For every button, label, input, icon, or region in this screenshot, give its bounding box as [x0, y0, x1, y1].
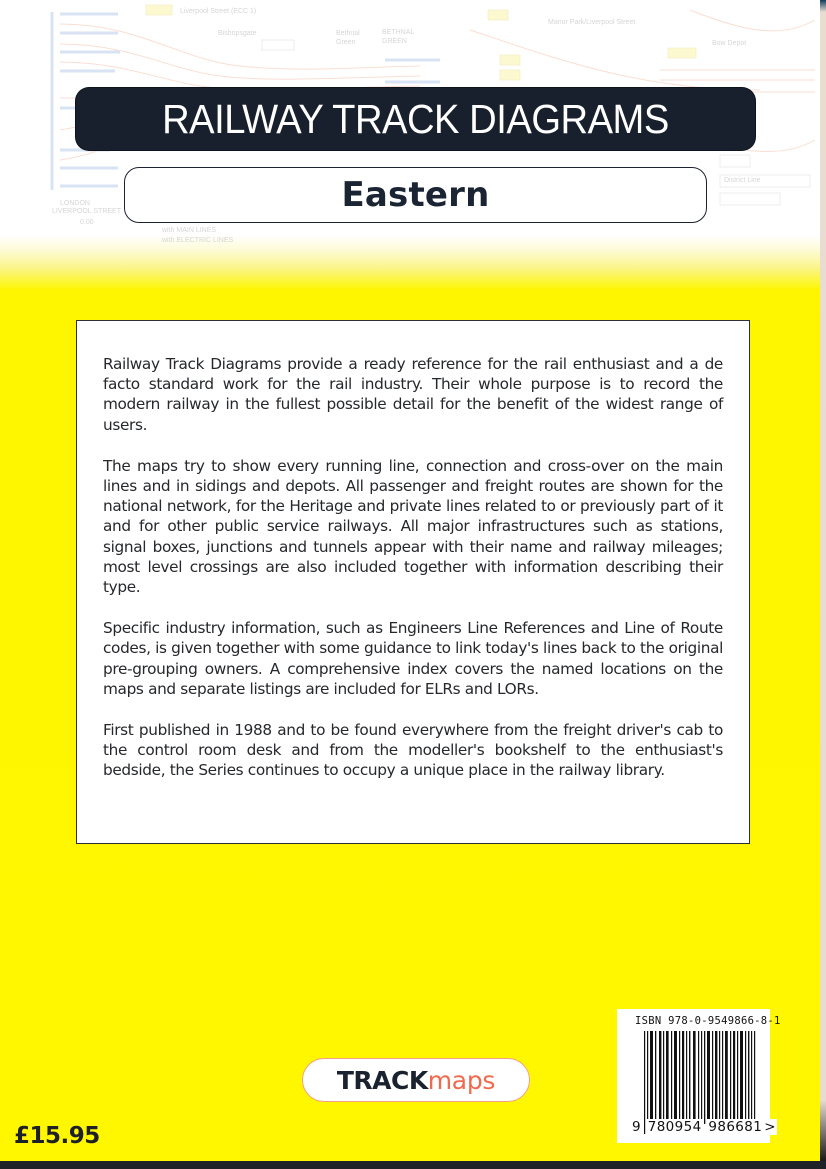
ean-quiet-zone-marker: >: [764, 1119, 776, 1135]
description-paragraph-3: Specific industry information, such as Engineers Line References and Line of Route codes, is given together with some guidance to link today's lines back to the original pre-grouping owners. A comprehensive index covers the named locations on the maps and separate listings are included for ELRs and LORs.: [103, 619, 723, 698]
volume-title-box: [124, 167, 707, 223]
ean-right-group: 986681: [708, 1119, 763, 1135]
ean-lead-digit: 9: [632, 1119, 641, 1135]
isbn-number: ISBN 978-0-9549866-8-1: [635, 1015, 781, 1027]
svg-text:Bishopsgate: Bishopsgate: [218, 30, 257, 37]
series-title: RAILWAY TRACK DIAGRAMS: [162, 95, 669, 142]
svg-text:LIVERPOOL STREET: LIVERPOOL STREET: [52, 208, 121, 215]
scan-background-strip: [0, 1161, 826, 1169]
svg-text:District Line: District Line: [724, 177, 761, 184]
svg-text:Bethnal: Bethnal: [336, 30, 360, 37]
isbn-barcode: [617, 1009, 781, 1143]
svg-text:LONDON: LONDON: [60, 200, 90, 207]
svg-text:Manor Park/Liverpool Street: Manor Park/Liverpool Street: [548, 19, 636, 26]
svg-text:with MAIN LINES: with MAIN LINES: [162, 227, 217, 234]
description-paragraph-2: The maps try to show every running line, connection and cross-over on the main lines and in sidings and depots. All passenger and freight routes are shown for the national network, for the Heritage and private lines related to or previously part of it and for other public service railways. All major infrastructures such as stations, signal boxes, junctions and tunnels appear with their name and railway mileages; most level crossings are also included together with information describing their type.: [103, 456, 723, 597]
svg-text:Bow Depot: Bow Depot: [712, 40, 747, 47]
volume-title: Eastern: [341, 175, 490, 215]
series-title-banner: [76, 88, 755, 150]
svg-text:Green: Green: [336, 39, 356, 46]
svg-text:BETHNAL: BETHNAL: [382, 29, 415, 36]
description-paragraph-1: Railway Track Diagrams provide a ready reference for the rail enthusiast and a de facto standard work for the rail industry. Their whole purpose is to record the modern railway in the fullest possible detail for the benefit of the widest range of users.: [103, 355, 723, 434]
description-box: [76, 320, 750, 844]
svg-text:0.00: 0.00: [80, 219, 94, 226]
svg-text:with ELECTRIC LINES: with ELECTRIC LINES: [162, 237, 234, 244]
ean-digits: [631, 1119, 777, 1135]
price-label: £15.95: [14, 1123, 100, 1149]
publisher-logo-track: TRACK: [336, 1065, 428, 1095]
svg-text:GREEN: GREEN: [382, 38, 407, 45]
svg-text:Liverpool Street (ECC 1): Liverpool Street (ECC 1): [180, 8, 257, 15]
description-paragraph-4: First published in 1988 and to be found everywhere from the freight driver's cab to the control room desk and from the modeller's bookshelf to the enthusiast's bedside, the Series continues to occupy a unique place in the railway library.: [103, 721, 723, 780]
publisher-logo: [302, 1058, 530, 1102]
book-edge: [820, 0, 826, 1169]
ean-left-group: 780954: [647, 1119, 702, 1135]
publisher-logo-maps: maps: [427, 1065, 496, 1095]
